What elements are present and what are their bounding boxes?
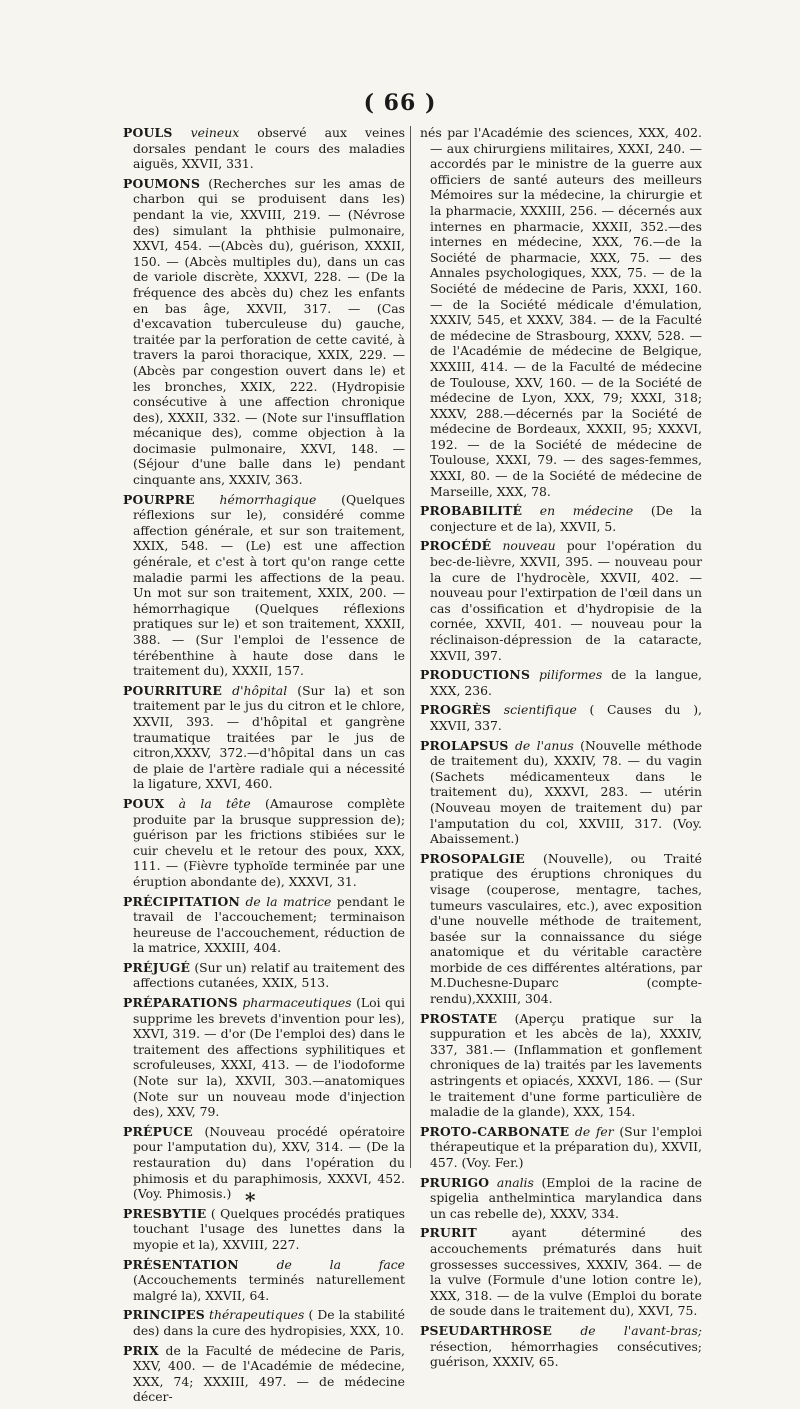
signature-mark: * xyxy=(245,1188,256,1212)
entry-qualifier: thérapeutiques xyxy=(208,1307,305,1323)
entry-headword: PROSTATE xyxy=(420,1010,498,1026)
entry-qualifier: de la matrice xyxy=(245,893,332,909)
entry-qualifier: à la tête xyxy=(178,795,251,811)
entry-text: pour l'opération du bec-de-lièvre, XXVII, 395. — nouveau pour la cure de l'hydrocèle, XXVII, 402. — nouveau pour l'extirpation de l'œil dans un cas d'ossification et d'hydropisie de la cornée, XXVII, 401. — nouveau pour la réclinaison-dépression de la cataracte, XXVII, 397. xyxy=(430,538,702,663)
entry-text: (Emploi de la racine de spigelia anthelmintica marylandica dans un cas rebelle de), XXXV, 334. xyxy=(430,1174,702,1221)
index-entry xyxy=(123,492,405,679)
entry-text: observé aux veines dorsales pendant le cours des maladies aiguës, XXVII, 331. xyxy=(133,125,405,172)
entry-headword: PRÉPARATIONS xyxy=(123,995,238,1011)
entry-headword: PRESBYTIE xyxy=(123,1205,207,1221)
entry-text: (Quelques réflexions sur le), considéré comme affection générale, et sur son traitement, XXIX, 548. — (Le) est une affection générale, et c'est à tort qu'on range cette maladie parmi les affections de la peau. Un mot sur son traitement, XXIX, 200. — hémorrhagique (Quelques réflexions pratiques sur le) et son traitement, XXXII, 388. — (Sur l'emploi de l'essence de térébenthine à haute dose dans le traitement du), XXXII, 157. xyxy=(133,491,405,679)
entry-qualifier: veineux xyxy=(190,125,240,140)
entry-text: (Recherches sur les amas de charbon qui se produisent dans les) pendant la vie, XXVIII, 219. — (Névrose des) simulant la phthisie pulmonaire, XXVI, 454. —(Abcès du), guérison, XXXII, 150. — (Abcès multiples du), dans un cas de variole discrète, XXXVI, 228. — (De la fréquence des abcès du) chez les enfants en bas âge, XXVII, 317. — (Cas d'excavation tuberculeuse du) gauche, traitée par la perforation de cette cavité, à travers la paroi thoracique, XXIX, 229. — (Abcès par congestion ouvert dans le) et les bronches, XXIX, 222. (Hydropisie consécutive à une affection chronique des), XXXII, 332. — (Note sur l'insufflation mécanique des), comme objection à la docimasie pulmonaire, XXVI, 148. — (Séjour d'une balle dans le) pendant cinquante ans, XXXIV, 363. xyxy=(133,175,405,488)
index-entry xyxy=(123,796,405,890)
entry-text: (Accouchements terminés naturellement malgré la), XXVII, 64. xyxy=(133,1272,405,1303)
index-entry xyxy=(123,1257,405,1304)
entry-headword: PROBABILITÉ xyxy=(420,503,523,519)
index-entry xyxy=(420,1175,702,1222)
entry-headword: PRÉJUGÉ xyxy=(123,959,191,975)
entry-qualifier: en médecine xyxy=(539,503,634,519)
entry-text: pendant le travail de l'accouchement; terminaison heureuse de l'accouchement, réduction de la matrice, XXXIII, 404. xyxy=(133,893,405,956)
entry-qualifier: analis xyxy=(496,1174,534,1190)
entry-headword: PRÉPUCE xyxy=(123,1123,193,1139)
entry-text: (Aperçu pratique sur la suppuration et les abcès de la), XXXIV, 337, 381.— (Inflammation et gonflement chroniques de la) traités par les lavements astringents et opiacés, XXXVI, 186. — (Sur le traitement d'une forme particulière de maladie de la glande), XXX, 154. xyxy=(430,1010,702,1120)
entry-headword: PROSOPALGIE xyxy=(420,850,525,866)
index-entry xyxy=(123,1307,405,1338)
entry-text: (Nouvelle méthode de traitement du), XXXIV, 78. — du vagin (Sachets médicamenteux dans le traitement du), XXXVI, 283. — utérin (Nouveau moyen de traitement du) par l'amputation du col, XXVIII, 317. (Voy. Abaissement.) xyxy=(430,737,702,847)
entry-qualifier: de l'avant-bras; xyxy=(580,1322,702,1338)
index-entry xyxy=(123,1343,405,1405)
entry-headword: PRINCIPES xyxy=(123,1307,205,1323)
index-entry xyxy=(420,1225,702,1319)
entry-text: (Loi qui supprime les brevets d'invention pour les), XXVI, 319. — d'or (De l'emploi des) dans le traitement des affections syphilitiques et scrofuleuses, XXXI, 413. — de l'iodoforme (Note sur la), XXVII, 303.—anatomiques (Note sur un nouveau mode d'injection des), XXV, 79. xyxy=(133,995,405,1120)
entry-qualifier: scientifique xyxy=(503,702,577,718)
entry-headword: PROCÉDÉ xyxy=(420,538,492,554)
entry-text: (De la conjecture et de la), XXVII, 5. xyxy=(430,503,702,534)
entry-headword: POULS xyxy=(123,125,173,140)
index-entry xyxy=(420,738,702,847)
entry-text: (Nouvelle), ou Traité pratique des éruptions chroniques du visage (couperose, mentagre, taches, tumeurs vasculaires, etc.), avec exposition d'une nouvelle méthode de traitement, basée sur la connaissance du siége anatomique et du véritable caractère morbide de ces différentes altérations, par M.Duchesne-Duparc (compte-rendu),XXXIII, 304. xyxy=(430,850,702,1007)
entry-text: (Sur un) relatif au traitement des affections cutanées, XXIX, 513. xyxy=(133,959,405,991)
entry-text: de la Faculté de médecine de Paris, XXV, 400. — de l'Académie de médecine, XXX, 74; XXXIII, 497. — de médecine décer- xyxy=(133,1342,405,1405)
entry-headword: POURPRE xyxy=(123,491,195,507)
entry-headword: PRÉCIPITATION xyxy=(123,893,241,909)
entry-qualifier: de la face xyxy=(276,1256,405,1272)
index-entry xyxy=(420,851,702,1007)
entry-text: ( Quelques procédés pratiques touchant l'usage des lunettes dans la myopie et la), XXVIII, 227. xyxy=(133,1205,405,1252)
index-entry xyxy=(420,702,702,733)
index-entry xyxy=(420,1011,702,1120)
index-entry xyxy=(420,538,702,663)
entry-text: (Sur la) et son traitement par le jus du citron et le chlore, XXVII, 393. — d'hôpital et gangrène traumatique traitées par le jus de citron,XXXV, 372.—d'hôpital dans un cas de plaie de l'artère radiale qui a nécessité la ligature, XXVI, 460. xyxy=(133,682,405,792)
index-entry xyxy=(123,125,405,172)
index-entry xyxy=(420,1323,702,1370)
entry-headword: PROTO-CARBONATE xyxy=(420,1123,570,1139)
entry-headword: POUMONS xyxy=(123,175,201,191)
entry-qualifier: de l'anus xyxy=(514,737,574,753)
entry-text: ( De la stabilité des) dans la cure des hydropisies, XXX, 10. xyxy=(133,1307,405,1338)
entry-headword: PRIX xyxy=(123,1342,159,1358)
left-column xyxy=(123,125,405,1409)
index-entry xyxy=(420,1124,702,1171)
entry-qualifier: nouveau xyxy=(502,538,556,554)
index-entry xyxy=(420,125,702,499)
index-entry xyxy=(420,667,702,698)
entry-text: de la langue, XXX, 236. xyxy=(430,667,702,698)
entry-headword: PROGRÈS xyxy=(420,702,492,718)
index-entry xyxy=(123,894,405,956)
page-number: ( 66 ) xyxy=(363,90,437,116)
entry-headword: PRURIT xyxy=(420,1225,477,1241)
entry-qualifier: pharmaceutiques xyxy=(242,995,352,1011)
index-entry xyxy=(420,503,702,534)
entry-headword: PRÉSENTATION xyxy=(123,1256,239,1272)
index-entry xyxy=(123,683,405,792)
entry-text: (Sur l'emploi thérapeutique et la préparation du), XXVII, 457. (Voy. Fer.) xyxy=(430,1123,702,1170)
entry-text: ( Causes du ), XXVII, 337. xyxy=(430,702,702,733)
entry-headword: PSEUDARTHROSE xyxy=(420,1322,552,1338)
entry-headword: POUX xyxy=(123,795,165,811)
index-entry xyxy=(123,995,405,1120)
index-entry xyxy=(123,960,405,991)
entry-text: résection, hémorrhagies consécutives; guérison, XXXIV, 65. xyxy=(430,1338,702,1370)
entry-qualifier: hémorrhagique xyxy=(219,491,317,507)
entry-headword: PRURIGO xyxy=(420,1174,490,1190)
index-entry xyxy=(123,1206,405,1253)
entry-text: ayant déterminé des accouchements prématurés dans huit grossesses successives, XXXIV, 364. — de la vulve (Formule d'une lotion contre le), XXX, 318. — de la vulve (Emploi du borate de soude dans le traitement du), XXVI, 75. xyxy=(430,1225,702,1319)
entry-headword: PRODUCTIONS xyxy=(420,667,531,683)
entry-qualifier: d'hôpital xyxy=(232,682,288,698)
entry-qualifier: de fer xyxy=(574,1123,614,1139)
index-entry xyxy=(123,176,405,488)
entry-text: nés par l'Académie des sciences, XXX, 402. — aux chirurgiens militaires, XXXI, 240. — accordés par le ministre de la guerre aux officiers de santé auteurs des meilleurs Mémoires sur la médecine, la chirurgie et la pharmacie, XXXIII, 256. — décernés aux internes en pharmacie, XXXII, 352.—des internes en médecine, XXX, 76.—de la Société de pharmacie, XXX, 75. — des Annales psychologiques, XXX, 75. — de la Société de médecine de Paris, XXXI, 160. — de la Société médicale d'émulation, XXXIV, 545, et XXXV, 384. — de la Faculté de médecine de Strasbourg, XXXV, 528. — de l'Académie de médecine de Belgique, XXXIII, 414. — de la Faculté de médecine de Toulouse, XXV, 160. — de la Société de médecine de Lyon, XXX, 79; XXXI, 318; XXXV, 288.—décernés par la Société de médecine de Bordeaux, XXXII, 95; XXXVI, 192. — de la Société de médecine de Toulouse, XXXI, 79. — des sages-femmes, XXXI, 80. — de la Société de médecine de Marseille, XXX, 78. xyxy=(420,125,702,499)
entry-headword: POURRITURE xyxy=(123,682,223,698)
entry-headword: PROLAPSUS xyxy=(420,737,509,753)
index-entry xyxy=(123,1124,405,1202)
right-column xyxy=(420,125,702,1374)
entry-text: (Amaurose complète produite par la brusque suppression de); guérison par les frictions stibiées sur le cuir chevelu et le retour des poux, XXX, 111. — (Fièvre typhoïde terminée par une éruption abondante de), XXXVI, 31. xyxy=(133,795,405,889)
entry-text: (Nouveau procédé opératoire pour l'amputation du), XXV, 314. — (De la restauration du) dans l'opération du phimosis et du paraphimosis, XXXVI, 452. (Voy. Phimosis.) xyxy=(133,1123,405,1202)
column-divider xyxy=(410,126,411,1168)
entry-qualifier: piliformes xyxy=(538,667,603,683)
